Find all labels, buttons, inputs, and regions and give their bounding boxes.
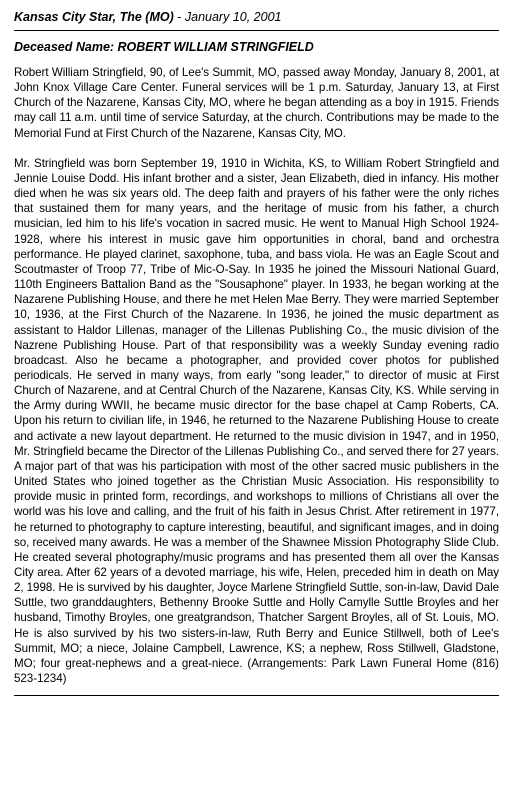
- header-divider: [14, 30, 499, 31]
- footer-divider: [14, 695, 499, 696]
- publication-date: January 10, 2001: [184, 10, 282, 24]
- deceased-name: Deceased Name: ROBERT WILLIAM STRINGFIELD: [14, 40, 314, 54]
- obituary-paragraph-service: Robert William Stringfield, 90, of Lee's Summit, MO, passed away Monday, January 8, 2001, at John Knox Village Care Center. Funeral services will be 1 p.m. Saturday, January 13, at First Church of the Nazarene, Kansas City, MO, where he began attending as a boy in 1915. Friends may call 11 a.m. until time of service Saturday, at the church. Contributions may be made to the Memorial Fund at First Church of the Nazarene, Kansas City, MO.: [14, 66, 499, 140]
- obituary-body: [14, 65, 499, 686]
- publication-source: Kansas City Star, The (MO): [14, 10, 174, 24]
- obituary-paragraph-biography: Mr. Stringfield was born September 19, 1910 in Wichita, KS, to William Robert Stringfield and Jennie Louise Dodd. His infant brother and a sister, Jean Elizabeth, died in infancy. His mother died when he was six years old. The deep faith and prayers of his father were the only riches that sustained them for many years, and the heritage of music from his father, a church musician, led him to his life's vocation in sacred music. He went to Manual High School 1924-1928, where his interest in music gave him opportunities in choral, band and orchestra performance. He played clarinet, saxophone, tuba, and bass viola. He was an Eagle Scout and Scoutmaster of Troop 77, Tribe of Mic-O-Say. In 1935 he joined the Missouri National Guard, 110th Engineers Battalion Band as the "Sousaphone" player. In 1933, he began working at the Nazarene Publishing House, and there he met Helen Mae Berry. They were married September 10, 1936, at the First Church of the Nazarene. In 1936, he joined the music department as assistant to Haldor Lillenas, manager of the Lillenas Publishing Co., the music division of the Nazrene Publishing House. Part of that responsibility was a weekly Sunday evening radio broadcast. Also he became a photographer, and provided cover photos for published periodicals. He served in many ways, from early "song leader," to director of music at First Church of Nazarene, and at Central Church of the Nazarene, Kansas City, KS. While serving in the Army during WWII, he became music director for the base chapel at Camp Roberts, CA. Upon his return to civilian life, in 1946, he returned to the Nazarene Publishing House to create and activate a new layout department. He returned to the music division in 1947, and in 1950, Mr. Stringfield became the Director of the Lillenas Publishing Co., and served there for 27 years. A major part of that was his participation with most of the other sacred music publishers in the United States who joined together as the Christian Music Association. His responsibility to provide music in printed form, recordings, and workshops to millions of Christians all over the world was his love and calling, and the fruit of his faith in Jesus Christ. After retirement in 1977, he returned to photography to capture interesting, beautiful, and significant images, and in doing so, received many awards. He was a member of the Shawnee Mission Photography Slide Club. He created several photography/music programs and has presented them all over the Kansas City area. After 62 years of a devoted marriage, his wife, Helen, preceded him in death on May 2, 1998. He is survived by his daughter, Joyce Marlene Stringfield Suttle, son-in-law, David Dale Suttle, two granddaughters, Bethenny Brooke Suttle and Holly Camylle Suttle Broyles and her husband, Timothy Broyles, one greatgrandson, Thatcher Sargent Broyles, all of St. Louis, MO. He is also survived by his two sisters-in-law, Ruth Berry and Eunice Stillwell, both of Lee's Summit, MO; a niece, Jolaine Campbell, Lawrence, KS; a nephew, Ross Stillwell, Gladstone, MO; four great-nephews and a great-niece. (Arrangements: Park Lawn Funeral Home (816) 523-1234): [14, 156, 499, 686]
- publication-header: [14, 9, 499, 25]
- obituary-page: [14, 0, 499, 696]
- header-separator: -: [173, 10, 185, 24]
